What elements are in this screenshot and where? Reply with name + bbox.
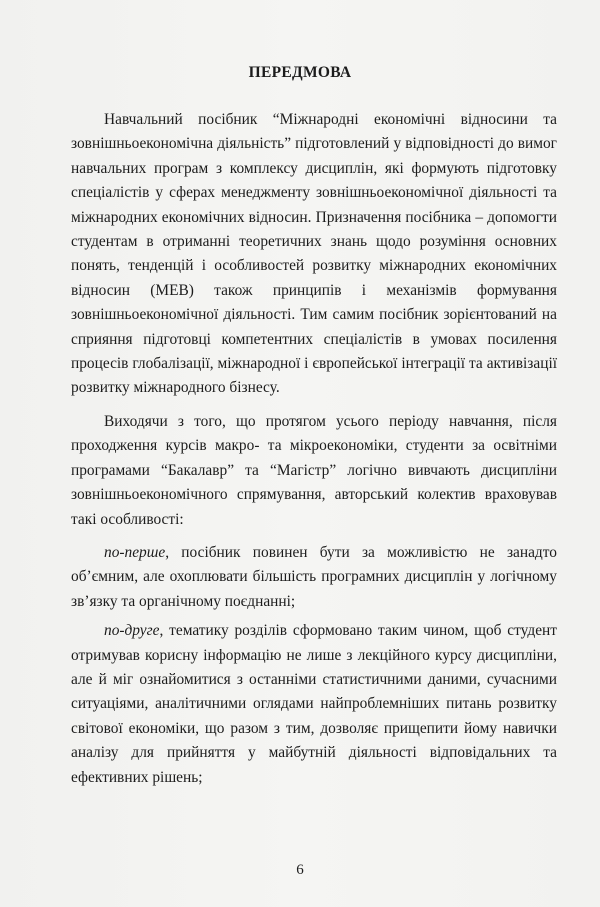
page-number: 6 xyxy=(296,862,304,878)
page-title: ПЕРЕДМОВА xyxy=(248,64,352,81)
paragraph-first-point xyxy=(71,541,557,614)
paragraph-text: Виходячи з того, що протягом усього періоду навчання, після проходження курсів макро- та мікроекономіки, студенти за освітніми програмами “Бакалавр” та “Магістр” логічно вивчають дисципліни зовнішньоекономічного спрямування, авторський колектив враховував такі особливості: xyxy=(71,412,557,528)
paragraph-intro xyxy=(71,108,557,401)
paragraph-second-point xyxy=(71,619,557,790)
paragraph-text: , посібник повинен бути за можливістю не занадто об’ємним, але охоплювати більшість програмних дисциплін у логічному зв’язку та органічному поєднанні; xyxy=(71,543,557,610)
italic-lead: по-друге xyxy=(104,622,160,640)
body-text xyxy=(71,108,557,790)
paragraph-context xyxy=(71,410,557,532)
paragraph-text: , тематику розділів сформовано таким чином, щоб студент отримував корисну інформацію не лише з лекційного курсу дисципліни, але й міг ознайомитися з останніми статистичними даними, сучасними ситуаціями, аналітичними оглядами найпроблемніших питань розвитку світової економіки, що разом з тим, дозволяє прищепити йому навички аналізу для прийняття у майбутній діяльності відповідальних та ефективних рішень; xyxy=(71,622,557,786)
italic-lead: по-перше xyxy=(104,543,166,561)
paragraph-text: Навчальний посібник “Міжнародні економічні відносини та зовнішньоекономічна діяльність” підготовлений у відповідності до вимог навчальних програм з комплексу дисциплін, які формують підготовку спеціалістів у сферах менеджменту зовнішньоекономічної діяльності та міжнародних економічних відносин. Призначення посібника – допомогти студентам в отриманні теоретичних знань щодо розуміння основних понять, тенденцій і особливостей розвитку міжнародних економічних відносин (МЕВ) також принципів і механізмів формування зовнішньоекономічної діяльності. Тим самим посібник зорієнтований на сприяння підготовці компетентних спеціалістів в умовах посилення процесів глобалізації, міжнародної і європейської інтеграції та активізації розвитку міжнародного бізнесу. xyxy=(71,111,557,397)
